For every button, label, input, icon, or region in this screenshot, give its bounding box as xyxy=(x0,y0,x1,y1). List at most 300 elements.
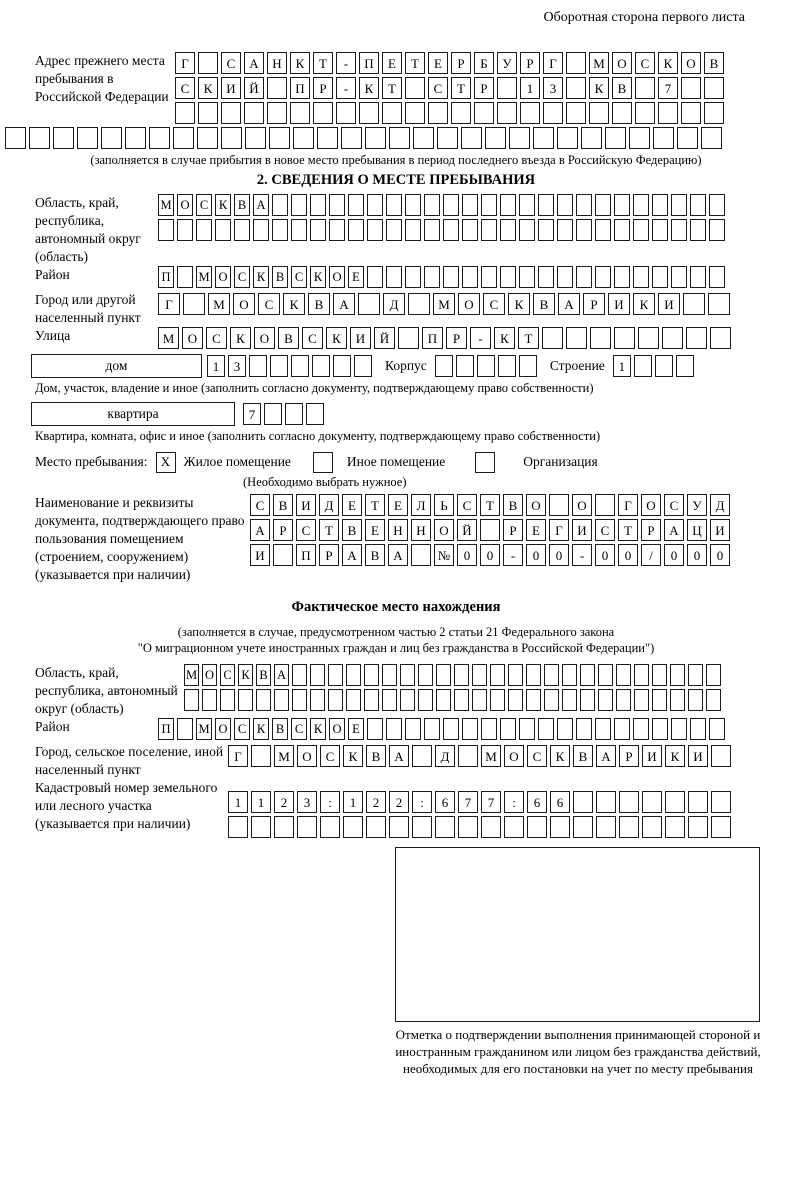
char-cell[interactable]: В xyxy=(573,745,593,767)
char-cell[interactable]: Ц xyxy=(687,519,707,541)
char-cell[interactable]: О xyxy=(434,519,454,541)
char-cell[interactable] xyxy=(619,816,639,838)
char-cell[interactable] xyxy=(683,293,705,315)
char-cell[interactable] xyxy=(424,219,440,241)
char-cell[interactable] xyxy=(690,718,706,740)
char-cell[interactable] xyxy=(177,219,193,241)
char-cell[interactable] xyxy=(221,102,241,124)
char-cell[interactable] xyxy=(412,816,432,838)
char-cell[interactable] xyxy=(642,816,662,838)
char-cell[interactable] xyxy=(633,194,649,216)
char-cell[interactable]: С xyxy=(302,327,323,349)
char-cell[interactable] xyxy=(580,689,595,711)
char-cell[interactable] xyxy=(519,355,537,377)
char-cell[interactable] xyxy=(435,355,453,377)
char-cell[interactable] xyxy=(221,127,242,149)
char-cell[interactable] xyxy=(557,219,573,241)
char-cell[interactable]: - xyxy=(336,77,356,99)
char-cell[interactable]: А xyxy=(333,293,355,315)
char-cell[interactable]: С xyxy=(320,745,340,767)
char-cell[interactable] xyxy=(312,355,330,377)
char-cell[interactable]: К xyxy=(198,77,218,99)
char-cell[interactable]: О xyxy=(177,194,193,216)
char-cell[interactable]: В xyxy=(365,544,385,566)
char-cell[interactable]: С xyxy=(428,77,448,99)
char-cell[interactable]: Т xyxy=(451,77,471,99)
char-cell[interactable]: 7 xyxy=(458,791,478,813)
char-cell[interactable]: О xyxy=(233,293,255,315)
char-cell[interactable] xyxy=(635,102,655,124)
char-cell[interactable] xyxy=(348,219,364,241)
char-cell[interactable]: С xyxy=(220,664,235,686)
char-cell[interactable]: 7 xyxy=(481,791,501,813)
char-cell[interactable] xyxy=(595,266,611,288)
char-cell[interactable]: С xyxy=(483,293,505,315)
char-cell[interactable]: Е xyxy=(382,52,402,74)
char-cell[interactable] xyxy=(424,718,440,740)
char-cell[interactable]: Б xyxy=(474,52,494,74)
char-cell[interactable] xyxy=(292,664,307,686)
char-cell[interactable] xyxy=(251,816,271,838)
char-cell[interactable] xyxy=(520,102,540,124)
char-cell[interactable]: П xyxy=(158,266,174,288)
char-cell[interactable] xyxy=(158,219,174,241)
char-cell[interactable]: С xyxy=(206,327,227,349)
char-cell[interactable] xyxy=(389,816,409,838)
char-cell[interactable]: О xyxy=(458,293,480,315)
char-cell[interactable]: П xyxy=(296,544,316,566)
char-cell[interactable] xyxy=(346,689,361,711)
char-cell[interactable]: Р xyxy=(474,77,494,99)
char-cell[interactable] xyxy=(634,355,652,377)
char-cell[interactable] xyxy=(244,102,264,124)
char-cell[interactable] xyxy=(701,127,722,149)
char-cell[interactable] xyxy=(285,403,303,425)
char-cell[interactable]: А xyxy=(596,745,616,767)
char-cell[interactable]: 6 xyxy=(435,791,455,813)
char-cell[interactable] xyxy=(711,745,731,767)
char-cell[interactable]: А xyxy=(664,519,684,541)
char-cell[interactable] xyxy=(175,102,195,124)
char-cell[interactable]: И xyxy=(688,745,708,767)
char-cell[interactable] xyxy=(635,77,655,99)
char-cell[interactable]: А xyxy=(342,544,362,566)
char-cell[interactable] xyxy=(709,219,725,241)
char-cell[interactable] xyxy=(348,194,364,216)
char-cell[interactable] xyxy=(497,102,517,124)
char-cell[interactable] xyxy=(576,718,592,740)
char-cell[interactable]: Р xyxy=(520,52,540,74)
char-cell[interactable] xyxy=(269,127,290,149)
char-cell[interactable]: К xyxy=(494,327,515,349)
char-cell[interactable] xyxy=(709,266,725,288)
char-cell[interactable]: А xyxy=(389,745,409,767)
char-cell[interactable] xyxy=(549,494,569,516)
char-cell[interactable] xyxy=(454,689,469,711)
char-cell[interactable]: О xyxy=(641,494,661,516)
char-cell[interactable]: 0 xyxy=(526,544,546,566)
char-cell[interactable]: 0 xyxy=(687,544,707,566)
char-cell[interactable] xyxy=(274,816,294,838)
char-cell[interactable]: К xyxy=(310,718,326,740)
char-cell[interactable] xyxy=(596,791,616,813)
char-cell[interactable]: Д xyxy=(383,293,405,315)
char-cell[interactable]: С xyxy=(221,52,241,74)
char-cell[interactable] xyxy=(481,816,501,838)
char-cell[interactable] xyxy=(341,127,362,149)
char-cell[interactable] xyxy=(526,689,541,711)
char-cell[interactable] xyxy=(274,689,289,711)
char-cell[interactable]: К xyxy=(343,745,363,767)
char-cell[interactable] xyxy=(652,266,668,288)
char-cell[interactable] xyxy=(595,194,611,216)
char-cell[interactable]: Г xyxy=(543,52,563,74)
char-cell[interactable] xyxy=(273,544,293,566)
char-cell[interactable] xyxy=(436,689,451,711)
char-cell[interactable]: 2 xyxy=(389,791,409,813)
char-cell[interactable] xyxy=(310,689,325,711)
char-cell[interactable]: 0 xyxy=(664,544,684,566)
char-cell[interactable]: Р xyxy=(619,745,639,767)
char-cell[interactable] xyxy=(690,266,706,288)
char-cell[interactable]: К xyxy=(550,745,570,767)
char-cell[interactable] xyxy=(652,689,667,711)
char-cell[interactable] xyxy=(662,327,683,349)
char-cell[interactable]: А xyxy=(253,194,269,216)
char-cell[interactable]: О xyxy=(329,718,345,740)
char-cell[interactable] xyxy=(595,219,611,241)
char-cell[interactable]: У xyxy=(687,494,707,516)
char-cell[interactable]: И xyxy=(350,327,371,349)
char-cell[interactable] xyxy=(458,745,478,767)
char-cell[interactable] xyxy=(652,219,668,241)
apartment-type-box[interactable]: квартира xyxy=(31,402,235,426)
char-cell[interactable] xyxy=(386,266,402,288)
char-cell[interactable] xyxy=(202,689,217,711)
char-cell[interactable]: Т xyxy=(365,494,385,516)
char-cell[interactable] xyxy=(405,77,425,99)
char-cell[interactable] xyxy=(633,718,649,740)
char-cell[interactable] xyxy=(424,194,440,216)
char-cell[interactable]: О xyxy=(215,266,231,288)
char-cell[interactable]: И xyxy=(658,293,680,315)
char-cell[interactable] xyxy=(272,219,288,241)
char-cell[interactable] xyxy=(77,127,98,149)
char-cell[interactable]: К xyxy=(658,52,678,74)
char-cell[interactable] xyxy=(706,664,721,686)
char-cell[interactable] xyxy=(500,194,516,216)
char-cell[interactable] xyxy=(418,664,433,686)
char-cell[interactable] xyxy=(196,219,212,241)
char-cell[interactable] xyxy=(543,102,563,124)
char-cell[interactable] xyxy=(405,194,421,216)
char-cell[interactable] xyxy=(652,664,667,686)
char-cell[interactable]: Т xyxy=(618,519,638,541)
char-cell[interactable]: 1 xyxy=(251,791,271,813)
char-cell[interactable] xyxy=(29,127,50,149)
char-cell[interactable]: № xyxy=(434,544,454,566)
char-cell[interactable] xyxy=(418,689,433,711)
char-cell[interactable] xyxy=(297,816,317,838)
char-cell[interactable] xyxy=(671,718,687,740)
char-cell[interactable] xyxy=(149,127,170,149)
char-cell[interactable] xyxy=(405,718,421,740)
char-cell[interactable] xyxy=(481,219,497,241)
char-cell[interactable] xyxy=(366,816,386,838)
char-cell[interactable] xyxy=(329,219,345,241)
char-cell[interactable] xyxy=(428,102,448,124)
char-cell[interactable] xyxy=(681,77,701,99)
char-cell[interactable]: С xyxy=(196,194,212,216)
char-cell[interactable] xyxy=(249,355,267,377)
char-cell[interactable]: 7 xyxy=(658,77,678,99)
char-cell[interactable] xyxy=(598,664,613,686)
char-cell[interactable]: Т xyxy=(313,52,333,74)
char-cell[interactable] xyxy=(398,327,419,349)
char-cell[interactable] xyxy=(245,127,266,149)
char-cell[interactable] xyxy=(576,266,592,288)
char-cell[interactable]: 1 xyxy=(207,355,225,377)
char-cell[interactable] xyxy=(681,102,701,124)
char-cell[interactable] xyxy=(198,102,218,124)
char-cell[interactable] xyxy=(183,293,205,315)
char-cell[interactable]: В xyxy=(612,77,632,99)
char-cell[interactable] xyxy=(557,718,573,740)
char-cell[interactable]: 3 xyxy=(297,791,317,813)
char-cell[interactable] xyxy=(598,689,613,711)
char-cell[interactable] xyxy=(671,219,687,241)
char-cell[interactable]: К xyxy=(633,293,655,315)
char-cell[interactable]: В xyxy=(342,519,362,541)
char-cell[interactable] xyxy=(504,816,524,838)
char-cell[interactable] xyxy=(688,689,703,711)
char-cell[interactable] xyxy=(481,194,497,216)
char-cell[interactable]: М xyxy=(589,52,609,74)
char-cell[interactable] xyxy=(291,219,307,241)
char-cell[interactable] xyxy=(328,664,343,686)
char-cell[interactable] xyxy=(557,127,578,149)
char-cell[interactable]: М xyxy=(184,664,199,686)
char-cell[interactable] xyxy=(614,327,635,349)
char-cell[interactable]: М xyxy=(158,327,179,349)
char-cell[interactable]: О xyxy=(526,494,546,516)
char-cell[interactable]: Г xyxy=(618,494,638,516)
char-cell[interactable] xyxy=(306,403,324,425)
char-cell[interactable]: Й xyxy=(457,519,477,541)
char-cell[interactable] xyxy=(542,327,563,349)
char-cell[interactable] xyxy=(633,266,649,288)
char-cell[interactable]: О xyxy=(681,52,701,74)
char-cell[interactable]: С xyxy=(175,77,195,99)
char-cell[interactable] xyxy=(634,689,649,711)
char-cell[interactable] xyxy=(633,219,649,241)
char-cell[interactable] xyxy=(590,327,611,349)
char-cell[interactable]: 2 xyxy=(274,791,294,813)
char-cell[interactable]: В xyxy=(278,327,299,349)
char-cell[interactable] xyxy=(508,664,523,686)
char-cell[interactable] xyxy=(411,544,431,566)
char-cell[interactable] xyxy=(655,355,673,377)
char-cell[interactable] xyxy=(670,689,685,711)
char-cell[interactable] xyxy=(538,194,554,216)
char-cell[interactable] xyxy=(462,219,478,241)
char-cell[interactable]: Л xyxy=(411,494,431,516)
char-cell[interactable]: К xyxy=(665,745,685,767)
char-cell[interactable] xyxy=(658,102,678,124)
char-cell[interactable] xyxy=(101,127,122,149)
char-cell[interactable] xyxy=(485,127,506,149)
char-cell[interactable] xyxy=(566,52,586,74)
char-cell[interactable] xyxy=(481,266,497,288)
char-cell[interactable] xyxy=(310,219,326,241)
char-cell[interactable] xyxy=(320,816,340,838)
char-cell[interactable] xyxy=(544,664,559,686)
char-cell[interactable]: 0 xyxy=(618,544,638,566)
char-cell[interactable]: К xyxy=(230,327,251,349)
char-cell[interactable] xyxy=(653,127,674,149)
char-cell[interactable]: Р xyxy=(313,77,333,99)
char-cell[interactable]: Г xyxy=(549,519,569,541)
char-cell[interactable] xyxy=(443,718,459,740)
char-cell[interactable] xyxy=(616,664,631,686)
char-cell[interactable] xyxy=(220,689,235,711)
char-cell[interactable]: С xyxy=(527,745,547,767)
char-cell[interactable] xyxy=(256,689,271,711)
char-cell[interactable]: И xyxy=(642,745,662,767)
char-cell[interactable] xyxy=(329,194,345,216)
char-cell[interactable]: Т xyxy=(518,327,539,349)
char-cell[interactable] xyxy=(566,102,586,124)
char-cell[interactable]: : xyxy=(412,791,432,813)
char-cell[interactable] xyxy=(576,219,592,241)
char-cell[interactable] xyxy=(519,718,535,740)
char-cell[interactable] xyxy=(253,219,269,241)
char-cell[interactable]: И xyxy=(296,494,316,516)
char-cell[interactable]: К xyxy=(508,293,530,315)
char-cell[interactable] xyxy=(290,102,310,124)
char-cell[interactable]: 0 xyxy=(480,544,500,566)
house-type-box[interactable]: дом xyxy=(31,354,202,378)
char-cell[interactable]: 3 xyxy=(543,77,563,99)
char-cell[interactable] xyxy=(634,664,649,686)
char-cell[interactable] xyxy=(688,816,708,838)
char-cell[interactable] xyxy=(412,745,432,767)
char-cell[interactable]: Й xyxy=(244,77,264,99)
char-cell[interactable]: В xyxy=(272,718,288,740)
char-cell[interactable] xyxy=(704,77,724,99)
char-cell[interactable] xyxy=(405,102,425,124)
char-cell[interactable]: Д xyxy=(435,745,455,767)
char-cell[interactable] xyxy=(336,102,356,124)
char-cell[interactable] xyxy=(671,194,687,216)
char-cell[interactable] xyxy=(310,194,326,216)
char-cell[interactable] xyxy=(519,266,535,288)
char-cell[interactable] xyxy=(616,689,631,711)
char-cell[interactable]: В xyxy=(308,293,330,315)
char-cell[interactable] xyxy=(313,102,333,124)
char-cell[interactable]: О xyxy=(504,745,524,767)
char-cell[interactable]: О xyxy=(202,664,217,686)
char-cell[interactable]: Т xyxy=(480,494,500,516)
char-cell[interactable] xyxy=(670,664,685,686)
char-cell[interactable] xyxy=(437,127,458,149)
char-cell[interactable] xyxy=(638,327,659,349)
char-cell[interactable]: Е xyxy=(348,718,364,740)
char-cell[interactable]: 6 xyxy=(527,791,547,813)
char-cell[interactable]: Т xyxy=(382,77,402,99)
char-cell[interactable]: К xyxy=(359,77,379,99)
char-cell[interactable]: А xyxy=(244,52,264,74)
char-cell[interactable] xyxy=(354,355,372,377)
char-cell[interactable] xyxy=(490,689,505,711)
char-cell[interactable] xyxy=(676,355,694,377)
char-cell[interactable] xyxy=(365,127,386,149)
char-cell[interactable]: И xyxy=(572,519,592,541)
char-cell[interactable] xyxy=(367,718,383,740)
char-cell[interactable] xyxy=(400,689,415,711)
char-cell[interactable] xyxy=(292,689,307,711)
char-cell[interactable]: В xyxy=(234,194,250,216)
char-cell[interactable] xyxy=(382,689,397,711)
char-cell[interactable] xyxy=(125,127,146,149)
char-cell[interactable]: Д xyxy=(710,494,730,516)
char-cell[interactable] xyxy=(710,327,731,349)
char-cell[interactable] xyxy=(267,77,287,99)
char-cell[interactable] xyxy=(359,102,379,124)
char-cell[interactable]: С xyxy=(296,519,316,541)
char-cell[interactable] xyxy=(619,791,639,813)
char-cell[interactable]: К xyxy=(290,52,310,74)
char-cell[interactable] xyxy=(544,689,559,711)
char-cell[interactable] xyxy=(472,664,487,686)
char-cell[interactable]: М xyxy=(433,293,455,315)
char-cell[interactable]: К xyxy=(283,293,305,315)
char-cell[interactable]: Н xyxy=(411,519,431,541)
char-cell[interactable]: Т xyxy=(319,519,339,541)
char-cell[interactable] xyxy=(629,127,650,149)
char-cell[interactable] xyxy=(614,266,630,288)
char-cell[interactable] xyxy=(436,664,451,686)
char-cell[interactable] xyxy=(346,664,361,686)
char-cell[interactable] xyxy=(708,293,730,315)
char-cell[interactable] xyxy=(474,102,494,124)
char-cell[interactable]: Е xyxy=(348,266,364,288)
char-cell[interactable] xyxy=(405,266,421,288)
char-cell[interactable]: Р xyxy=(319,544,339,566)
char-cell[interactable] xyxy=(480,519,500,541)
checkbox-residential[interactable]: X xyxy=(156,452,176,473)
char-cell[interactable]: М xyxy=(481,745,501,767)
char-cell[interactable]: В xyxy=(503,494,523,516)
char-cell[interactable] xyxy=(435,816,455,838)
char-cell[interactable]: Р xyxy=(273,519,293,541)
char-cell[interactable]: С xyxy=(234,266,250,288)
char-cell[interactable] xyxy=(508,689,523,711)
char-cell[interactable] xyxy=(197,127,218,149)
char-cell[interactable] xyxy=(343,816,363,838)
char-cell[interactable] xyxy=(677,127,698,149)
char-cell[interactable]: А xyxy=(388,544,408,566)
char-cell[interactable] xyxy=(462,194,478,216)
char-cell[interactable] xyxy=(498,355,516,377)
char-cell[interactable] xyxy=(184,689,199,711)
char-cell[interactable] xyxy=(562,689,577,711)
char-cell[interactable] xyxy=(234,219,250,241)
char-cell[interactable]: 0 xyxy=(595,544,615,566)
char-cell[interactable]: О xyxy=(215,718,231,740)
char-cell[interactable]: О xyxy=(254,327,275,349)
char-cell[interactable]: С xyxy=(635,52,655,74)
